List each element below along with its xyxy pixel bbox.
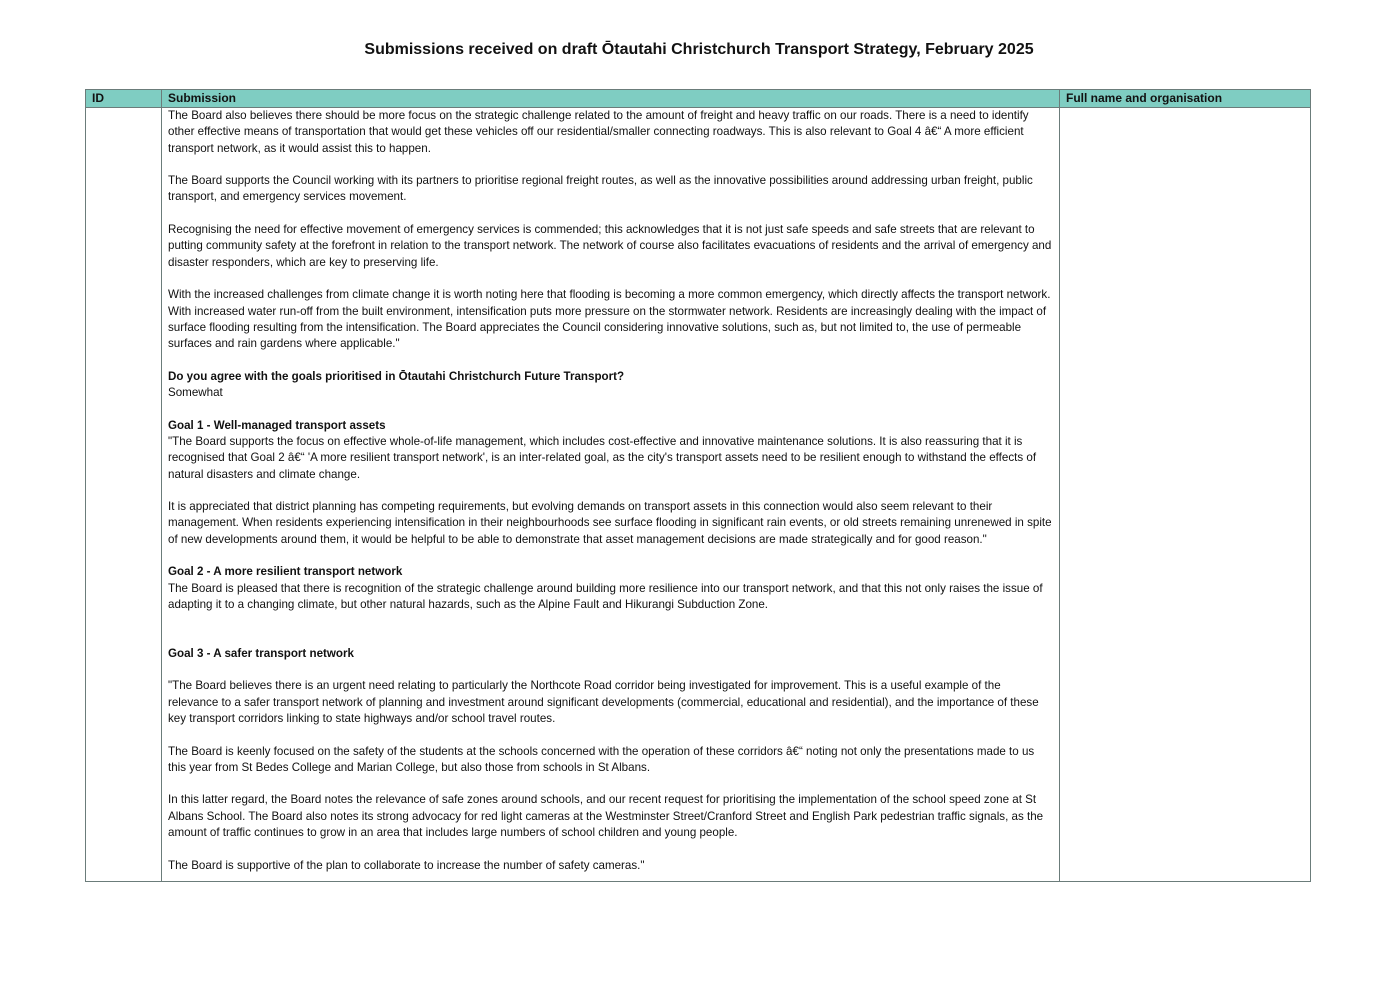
goal3-heading (168, 646, 1053, 662)
column-header-id: ID (86, 90, 162, 108)
id-cell (86, 108, 162, 882)
question-goals: Do you agree with the goals prioritised in Ōtautahi Christchurch Future Transport? (168, 369, 625, 383)
goal1-paragraph-2: It is appreciated that district planning has competing requirements, but evolving demands on transport assets in this connection would also seem relevant to their management. When residents experiencing intensification in their neighbourhoods see surface flooding in significant rain events, or old streets remaining unrenewed in spite of new developments around them, it would be helpful to be able to demonstrate that asset management decisions are made strategically and for good reason." (168, 500, 1052, 546)
goal3-paragraph-3: In this latter regard, the Board notes the relevance of safe zones around schools, and our recent request for prioritising the implementation of the school speed zone at St Albans School. The Board also notes its strong advocacy for red light cameras at the Westminster Street/Cranford Street and English Park pedestrian traffic signals, as the amount of traffic continues to grow in an area that includes large numbers of school children and young people. (168, 793, 1044, 840)
submission-paragraph-freight: The Board also believes there should be more focus on the strategic challenge related to the amount of freight and heavy traffic on our roads. There is a need to identify other effective means of transportation that would get these vehicles off our residential/smaller connecting roadways. This is also relevant to Goal 4 â€“ A more efficient transport network, as it would assist this to happen. (168, 109, 1029, 155)
name-cell (1060, 108, 1311, 882)
goal1-paragraph-1: "The Board supports the focus on effective whole-of-life management, which includes cost-effective and innovative maintenance solutions. It is also reassuring that it is recognised that Goal 2 â€“ 'A more resilient transport network', is an inter-related goal, as the city's transport assets need to be resilient enough to withstand the effects of natural disasters and climate change. (168, 434, 1037, 481)
table-row (86, 108, 1311, 882)
goal2-paragraph-1: The Board is pleased that there is recognition of the strategic challenge around building more resilience into our transport network, and that this not only raises the issue of adapting it to a changing climate, but other natural hazards, such as the Alpine Fault and Hikurangi Subduction Zone. (168, 581, 1043, 611)
table-header-row (86, 90, 1311, 108)
blank-line (168, 630, 1053, 646)
submission-paragraph-partners: The Board supports the Council working with its partners to prioritise regional freight routes, as well as the innovative possibilities around addressing urban freight, public transport, and emergency services movement. (168, 174, 1033, 204)
goal3-heading-text: Goal 3 - A safer transport network (168, 646, 354, 660)
goal3-paragraph-1: "The Board believes there is an urgent need relating to particularly the Northcote Road corridor being investigated for improvement. This is a useful example of the relevance to a safer transport network of planning and investment around significant developments (commercial, educational and residential), and the importance of these key transport corridors linking to state highways and/or school travel routes. (168, 679, 1039, 725)
answer-goals: Somewhat (168, 386, 223, 400)
submission-paragraph-emergency: Recognising the need for effective movement of emergency services is commended; this acknowledges that it is not just safe speeds and safe streets that are relevant to putting community safety at the forefront in relation to the transport network. The network of course also facilitates evacuations of residents and the arrival of emergency and disaster responders, which are key to preserving life. (168, 223, 1052, 269)
goal3-paragraph-2: The Board is keenly focused on the safety of the students at the schools concerned with the operation of these corridors â€“ noting not only the presentations made to us this year from St Bedes College and Marian College, but also those from schools in St Albans. (168, 744, 1035, 774)
goal3-paragraph-4: The Board is supportive of the plan to collaborate to increase the number of safety cameras." (168, 858, 645, 872)
goal1-heading: Goal 1 - Well-managed transport assets (168, 418, 386, 432)
submission-cell (162, 108, 1060, 882)
goal2-heading: Goal 2 - A more resilient transport network (168, 565, 403, 579)
document-title: Submissions received on draft Ōtautahi Christchurch Transport Strategy, February 2025 (364, 41, 1034, 58)
column-header-submission: Submission (162, 90, 1060, 108)
column-header-name: Full name and organisation (1060, 90, 1311, 108)
submissions-table (85, 89, 1311, 882)
submission-paragraph-climate: With the increased challenges from climate change it is worth noting here that flooding is becoming a more common emergency, which directly affects the transport network. With increased water run-off from the built environment, intensification puts more pressure on the stormwater network. Residents are increasingly dealing with the impact of surface flooding resulting from the intensification. The Board appreciates the Council considering innovative solutions, such as, but not limited to, the use of permeable surfaces and rain gardens where applicable." (168, 288, 1051, 351)
